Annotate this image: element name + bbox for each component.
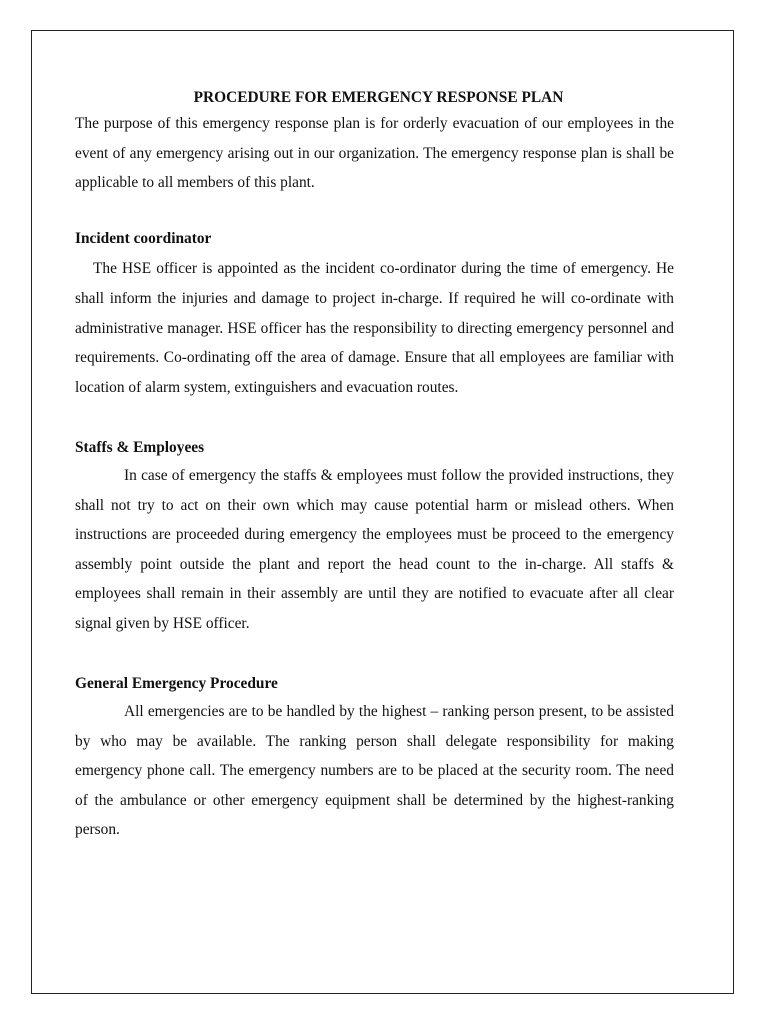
- spacer: [75, 198, 674, 228]
- section-general-emergency-procedure: [75, 670, 674, 845]
- spacer: [75, 402, 674, 432]
- section-paragraph: All emergencies are to be handled by the highest – ranking person present, to be assisted by who may be available. The ranking person shall delegate responsibility for making emergency phone call. The emergency numbers are to be placed at the security room. The need of the ambulance or other emergency equipment shall be determined by the highest-ranking person.: [75, 703, 674, 839]
- section-incident-coordinator: [75, 227, 674, 402]
- spacer: [75, 639, 674, 669]
- section-heading: Incident coordinator: [75, 230, 212, 248]
- section-paragraph: The HSE officer is appointed as the incident co-ordinator during the time of emergency. He shall inform the injuries and damage to project in-charge. If required he will co-ordinate with administrative manager. HSE officer has the responsibility to directing emergency personnel and requirements. Co-ordinating off the area of damage. Ensure that all employees are familiar with location of alarm system, extinguishers and evacuation routes.: [75, 260, 674, 396]
- section-staffs-employees: [75, 434, 674, 639]
- document-title: PROCEDURE FOR EMERGENCY RESPONSE PLAN: [193, 89, 564, 106]
- intro-paragraph: The purpose of this emergency response plan is for orderly evacuation of our employees in the event of any emergency arising out in our organization. The emergency response plan is shall be applicable to all members of this plant.: [75, 115, 674, 192]
- section-heading: Staffs & Employees: [75, 438, 205, 456]
- section-heading: General Emergency Procedure: [75, 675, 278, 693]
- document-body: [75, 86, 674, 845]
- section-paragraph: In case of emergency the staffs & employees must follow the provided instructions, they shall not try to act on their own which may cause potential harm or mislead others. When instructions are proceeded during emergency the employees must be proceed to the emergency assembly point outside the plant and report the head count to the in-charge. All staffs & employees shall remain in their assembly are until they are notified to evacuate after all clear signal given by HSE officer.: [75, 466, 674, 632]
